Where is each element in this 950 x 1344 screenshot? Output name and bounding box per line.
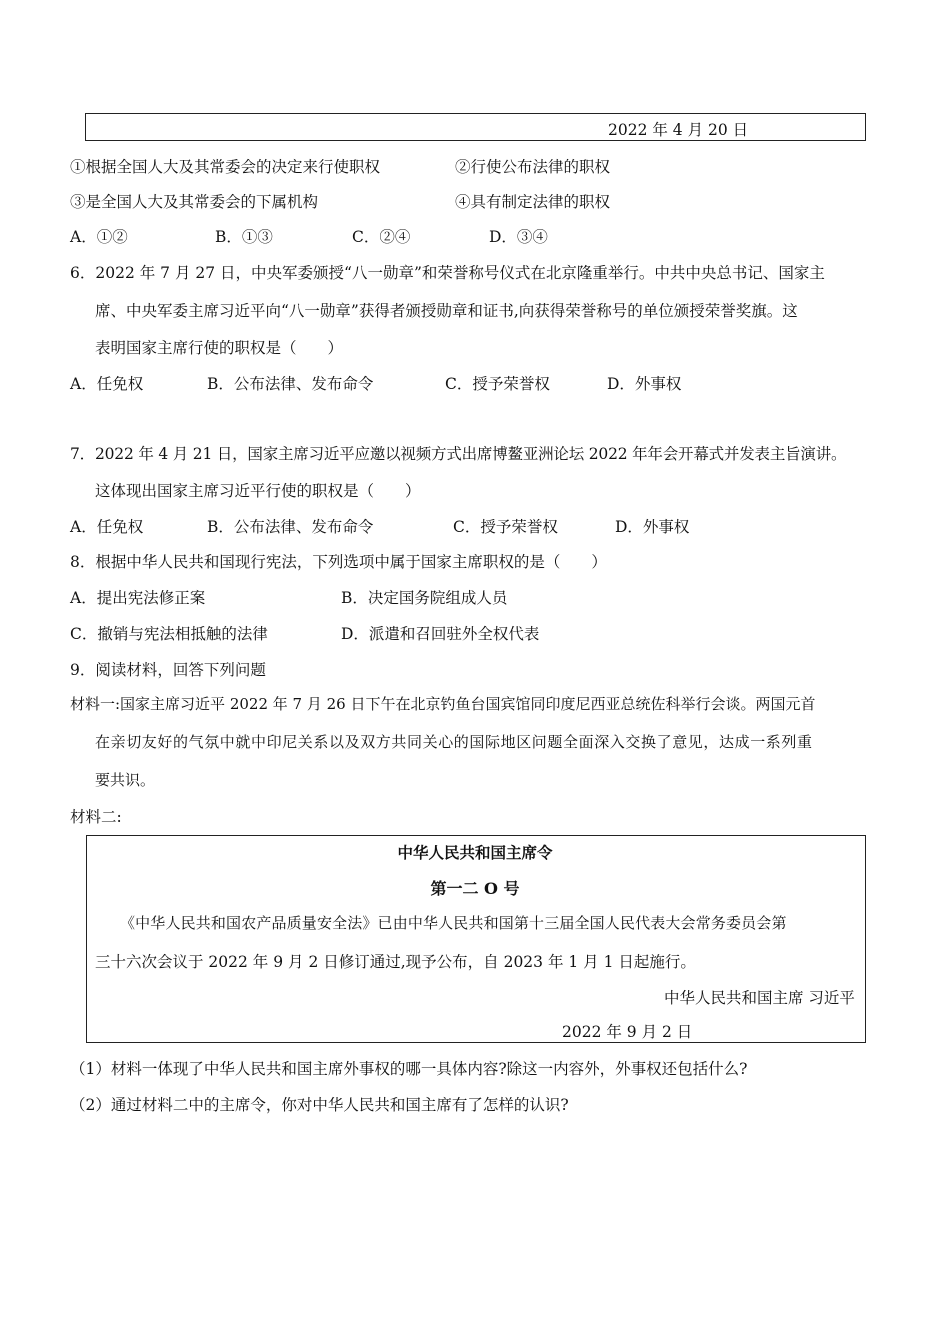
q5-option-d[interactable]: D．③④ bbox=[489, 228, 548, 246]
decree-date: 2022 年 9 月 2 日 bbox=[562, 1023, 693, 1041]
q8-stem: 8．根据中华人民共和国现行宪法，下列选项中属于国家主席职权的是（ ） bbox=[70, 553, 607, 571]
q6-option-c[interactable]: C．授予荣誉权 bbox=[445, 375, 550, 393]
material-one-line-1: 材料一:国家主席习近平 2022 年 7 月 26 日下午在北京钓鱼台国宾馆同印度尼西亚总统佐科举行会谈。两国元首 bbox=[70, 695, 816, 713]
decree-title: 中华人民共和国主席令 bbox=[397, 843, 553, 862]
material-one-line-2: 在亲切友好的气氛中就中印尼关系以及双方共同关心的国际地区问题全面深入交换了意见，达成一系列重 bbox=[95, 733, 813, 751]
q6-option-a[interactable]: A．任免权 bbox=[70, 375, 144, 393]
top-box-date: 2022 年 4 月 20 日 bbox=[608, 121, 749, 139]
q6-stem-line-2: 席、中央军委主席习近平向“八一勋章”获得者颁授勋章和证书,向获得荣誉称号的单位颁授荣誉奖旗。这 bbox=[95, 302, 798, 320]
material-two-label: 材料二: bbox=[70, 808, 122, 826]
q6-option-d[interactable]: D．外事权 bbox=[607, 375, 682, 393]
q7-option-d[interactable]: D．外事权 bbox=[615, 518, 690, 536]
top-quote-box bbox=[85, 113, 866, 141]
decree-signer: 中华人民共和国主席 习近平 bbox=[664, 989, 855, 1007]
q9-subquestion-2: （2）通过材料二中的主席令，你对中华人民共和国主席有了怎样的认识? bbox=[70, 1096, 569, 1114]
q9-stem: 9．阅读材料，回答下列问题 bbox=[70, 661, 266, 679]
q7-option-a[interactable]: A．任免权 bbox=[70, 518, 144, 536]
q5-option-a[interactable]: A．①② bbox=[70, 228, 128, 246]
q8-option-c[interactable]: C．撤销与宪法相抵触的法律 bbox=[70, 625, 268, 643]
q7-stem-line-1: 7．2022 年 4 月 21 日，国家主席习近平应邀以视频方式出席博鳌亚洲论坛 2022 年年会开幕式并发表主旨演讲。 bbox=[70, 445, 847, 463]
q8-option-d[interactable]: D．派遣和召回驻外全权代表 bbox=[341, 625, 540, 643]
q7-option-b[interactable]: B．公布法律、发布命令 bbox=[207, 518, 374, 536]
q8-option-a[interactable]: A．提出宪法修正案 bbox=[70, 589, 206, 607]
q8-option-b[interactable]: B．决定国务院组成人员 bbox=[341, 589, 508, 607]
q5-option-c[interactable]: C．②④ bbox=[352, 228, 411, 246]
decree-box bbox=[86, 835, 866, 1043]
q7-stem-line-2: 这体现出国家主席习近平行使的职权是（ ） bbox=[95, 482, 421, 500]
q6-option-b[interactable]: B．公布法律、发布命令 bbox=[207, 375, 374, 393]
decree-body-line-1: 《中华人民共和国农产品质量安全法》已由中华人民共和国第十三届全国人民代表大会常务委员会第 bbox=[120, 914, 787, 932]
q9-subquestion-1: （1）材料一体现了中华人民共和国主席外事权的哪一具体内容?除这一内容外，外事权还包括什么? bbox=[70, 1060, 748, 1078]
q5-statement-1: ①根据全国人大及其常委会的决定来行使职权 bbox=[70, 158, 381, 176]
q5-statement-3: ③是全国人大及其常委会的下属机构 bbox=[70, 193, 319, 211]
q6-stem-line-3: 表明国家主席行使的职权是（ ） bbox=[95, 339, 344, 357]
q7-option-c[interactable]: C．授予荣誉权 bbox=[453, 518, 558, 536]
q6-stem-line-1: 6．2022 年 7 月 27 日，中央军委颁授“八一勋章”和荣誉称号仪式在北京隆重举行。中共中央总书记、国家主 bbox=[70, 264, 825, 282]
material-one-line-3: 要共识。 bbox=[95, 771, 156, 789]
q5-statement-4: ④具有制定法律的职权 bbox=[455, 193, 611, 211]
decree-number: 第一二 O 号 bbox=[430, 879, 520, 898]
q5-statement-2: ②行使公布法律的职权 bbox=[455, 158, 611, 176]
q5-option-b[interactable]: B．①③ bbox=[215, 228, 273, 246]
decree-body-line-2: 三十六次会议于 2022 年 9 月 2 日修订通过,现予公布，自 2023 年 1 月 1 日起施行。 bbox=[95, 953, 696, 971]
